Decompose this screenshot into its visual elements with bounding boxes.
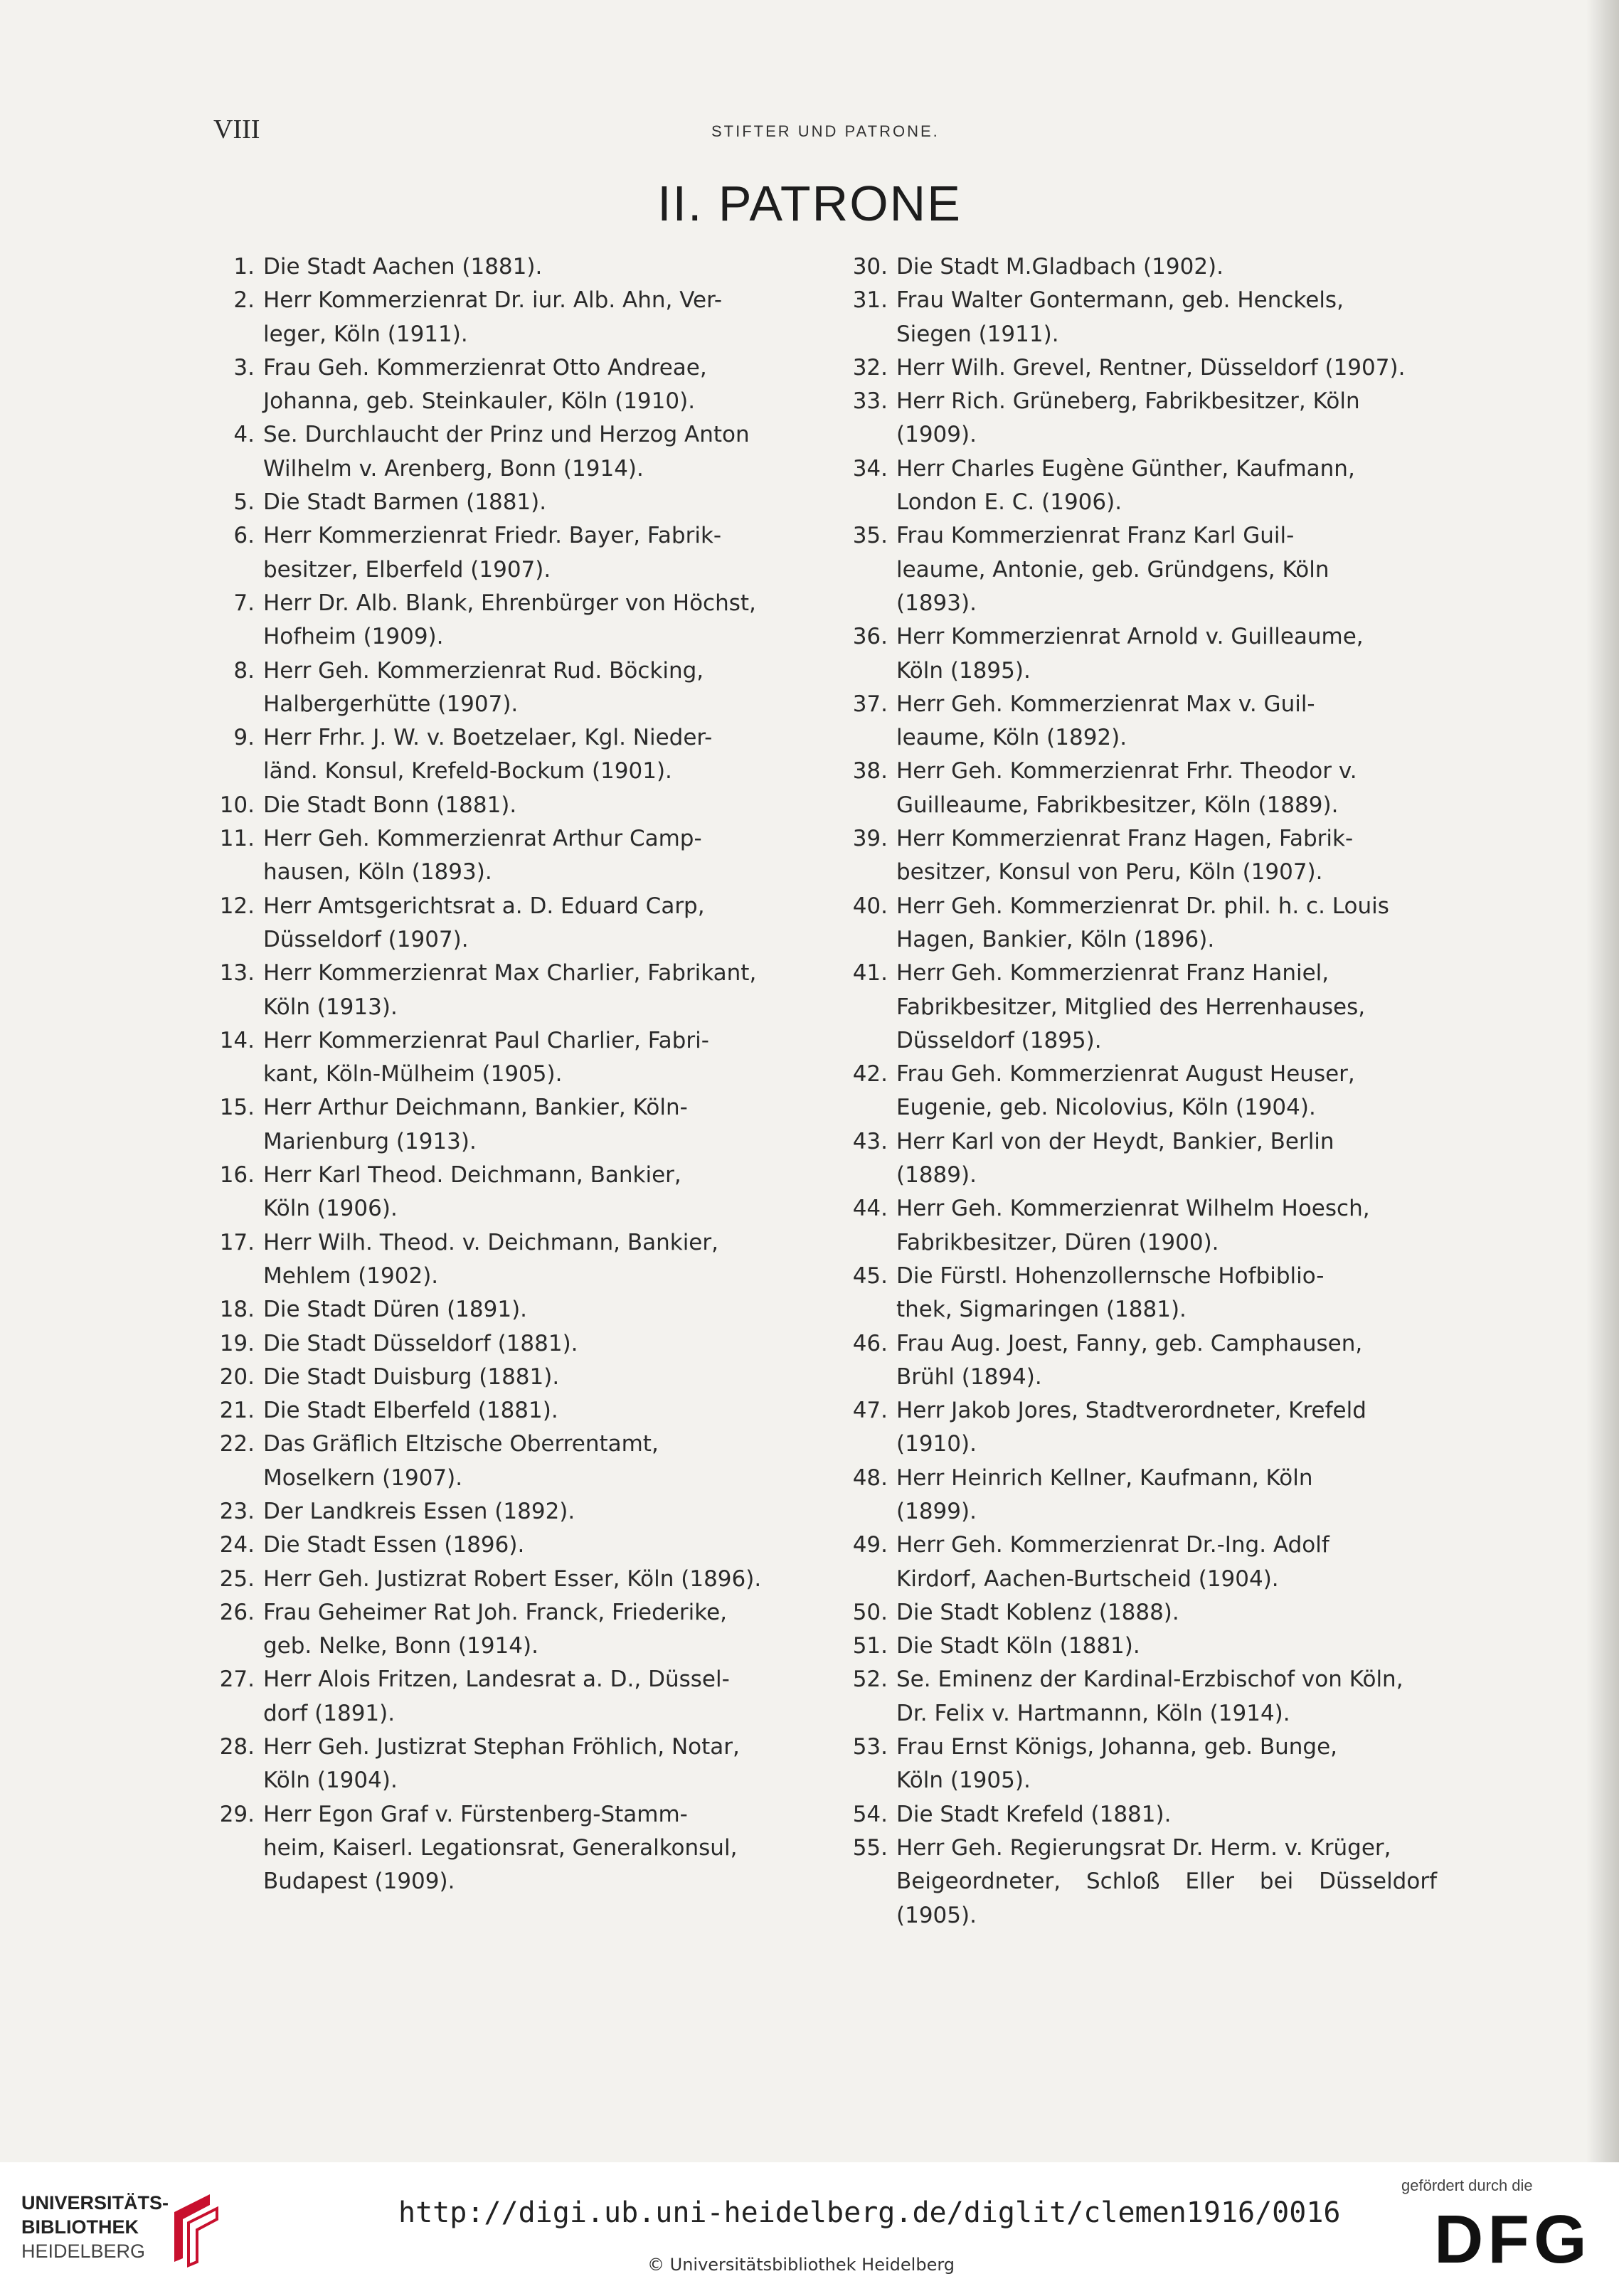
entry-text-line: besitzer, Konsul von Peru, Köln (1907). [896, 859, 1323, 886]
entry-text-line: Dr. Felix v. Hartmannn, Köln (1914). [896, 1700, 1290, 1726]
entry-text-line: Herr Charles Eugène Günther, Kaufmann, [896, 455, 1355, 482]
patron-entry [846, 1058, 1437, 1125]
entry-number: 10. [219, 792, 255, 818]
entry-number: 23. [219, 1498, 255, 1524]
entry-text-line: leaume, Köln (1892). [896, 725, 1127, 751]
entry-number: 20. [219, 1364, 255, 1390]
patron-entry [846, 1731, 1437, 1798]
entry-text-line: Frau Walter Gontermann, geb. Henckels, [896, 287, 1344, 314]
entry-text-line: Frau Kommerzienrat Franz Karl Guil- [896, 523, 1295, 549]
entry-number: 14. [219, 1027, 255, 1053]
entry-number: 12. [219, 893, 255, 919]
entry-text-line: Die Fürstl. Hohenzollernsche Hofbiblio- [896, 1263, 1325, 1289]
entry-text-line: dorf (1891). [263, 1700, 396, 1726]
patron-entry [846, 1192, 1437, 1260]
entry-number: 19. [219, 1330, 255, 1356]
patron-entry [846, 351, 1437, 385]
entry-text-line: (1889). [896, 1162, 977, 1189]
entry-number: 46. [852, 1330, 888, 1356]
entry-text-line: Frau Ernst Königs, Johanna, geb. Bunge, [896, 1734, 1338, 1760]
patron-entry [846, 1125, 1437, 1193]
entry-text-line: kant, Köln-Mülheim (1905). [263, 1061, 563, 1088]
entry-number: 4. [233, 422, 255, 448]
entry-text-line: Die Stadt Aachen (1881). [263, 254, 543, 280]
patron-entry [846, 250, 1437, 284]
entry-text-line: Frau Geh. Kommerzienrat Otto Andreae, [263, 354, 707, 381]
entry-text-line: Herr Wilh. Grevel, Rentner, Düsseldorf (1907). [896, 354, 1406, 381]
patron-entry [846, 755, 1437, 822]
entry-text-line: (1893). [896, 590, 977, 616]
patron-entry [846, 1327, 1437, 1395]
entry-text-line: geb. Nelke, Bonn (1914). [263, 1633, 538, 1659]
patron-entry [213, 587, 804, 654]
entry-text-line: Se. Eminenz der Kardinal-Erzbischof von Köln, [896, 1667, 1403, 1693]
entry-number: 36. [852, 624, 888, 650]
entry-number: 52. [852, 1667, 888, 1693]
patron-entry [846, 519, 1437, 620]
entry-number: 44. [852, 1196, 888, 1222]
patron-entry [213, 1731, 804, 1798]
entry-text-line: Guilleaume, Fabrikbesitzer, Köln (1889). [896, 792, 1339, 818]
footer [0, 2162, 1619, 2296]
entry-text-line: Die Stadt Krefeld (1881). [896, 1801, 1172, 1827]
entry-number: 9. [233, 725, 255, 751]
patron-entry [846, 620, 1437, 688]
patron-entry [213, 250, 804, 284]
entry-text-line: Fabrikbesitzer, Düren (1900). [896, 1229, 1219, 1255]
patron-entry [846, 1260, 1437, 1327]
entry-number: 50. [852, 1599, 888, 1625]
entry-text-line: Halbergerhütte (1907). [263, 691, 519, 717]
patron-entry [846, 822, 1437, 890]
entry-text-line: Düsseldorf (1907). [263, 926, 469, 952]
entry-number: 1. [233, 254, 255, 280]
entry-text-line: Herr Kommerzienrat Arnold v. Guilleaume, [896, 624, 1364, 650]
entry-text-line: besitzer, Elberfeld (1907). [263, 556, 551, 583]
patron-entry [213, 957, 804, 1024]
entry-text-line: Beigeordneter, Schloß Eller bei Düsseldorf (1905). [896, 1869, 1437, 1928]
entry-number: 49. [852, 1532, 888, 1558]
entry-number: 55. [852, 1834, 888, 1861]
entry-text-line: Herr Alois Fritzen, Landesrat a. D., Düssel- [263, 1667, 730, 1693]
entry-text-line: Herr Geh. Kommerzienrat Dr.-Ing. Adolf [896, 1532, 1329, 1558]
entry-number: 26. [219, 1599, 255, 1625]
entry-text-line: Die Stadt Düren (1891). [263, 1297, 528, 1323]
entry-number: 6. [233, 523, 255, 549]
patron-entry [846, 1798, 1437, 1832]
entry-text-line: Herr Kommerzienrat Franz Hagen, Fabrik- [896, 826, 1354, 852]
patron-entry [846, 1832, 1437, 1933]
entry-text-line: Hagen, Bankier, Köln (1896). [896, 926, 1215, 952]
entry-number: 34. [852, 455, 888, 482]
entry-text-line: Moselkern (1907). [263, 1465, 463, 1491]
entry-number: 24. [219, 1532, 255, 1558]
patron-entry [213, 890, 804, 957]
entry-number: 42. [852, 1061, 888, 1088]
entry-number: 22. [219, 1431, 255, 1457]
patron-entry [213, 418, 804, 486]
entry-text-line: Herr Arthur Deichmann, Bankier, Köln- [263, 1095, 688, 1121]
entry-text-line: Herr Amtsgerichtsrat a. D. Eduard Carp, [263, 893, 705, 919]
patron-entry [213, 1159, 804, 1226]
entry-text-line: Herr Dr. Alb. Blank, Ehrenbürger von Höchst, [263, 590, 756, 616]
entry-text-line: (1910). [896, 1431, 977, 1457]
patron-entry [213, 1495, 804, 1529]
entry-text-line: Herr Wilh. Theod. v. Deichmann, Bankier, [263, 1229, 718, 1255]
entry-number: 27. [219, 1667, 255, 1693]
entry-text-line: Die Stadt Koblenz (1888). [896, 1599, 1179, 1625]
entry-number: 11. [219, 826, 255, 852]
entry-text-line: Brühl (1894). [896, 1364, 1042, 1390]
entry-text-line: Herr Geh. Regierungsrat Dr. Herm. v. Krüger, [896, 1834, 1391, 1861]
entry-number: 43. [852, 1128, 888, 1154]
entry-number: 40. [852, 893, 888, 919]
patron-entry [213, 721, 804, 789]
entry-number: 8. [233, 657, 255, 684]
entry-number: 28. [219, 1734, 255, 1760]
entry-text-line: Herr Frhr. J. W. v. Boetzelaer, Kgl. Nieder- [263, 725, 713, 751]
patron-entry [213, 1596, 804, 1664]
entry-text-line: Herr Karl von der Heydt, Bankier, Berlin [896, 1128, 1334, 1154]
entry-text-line: Der Landkreis Essen (1892). [263, 1498, 575, 1524]
entry-number: 5. [233, 489, 255, 516]
entry-text-line: Siegen (1911). [896, 321, 1059, 347]
patron-entry [213, 1428, 804, 1495]
entry-text-line: Se. Durchlaucht der Prinz und Herzog Anton [263, 422, 750, 448]
entry-text-line: Herr Geh. Kommerzienrat Arthur Camp- [263, 826, 702, 852]
entry-text-line: Herr Geh. Kommerzienrat Rud. Böcking, [263, 657, 704, 684]
entry-text-line: Köln (1913). [263, 994, 398, 1020]
patron-entry [213, 519, 804, 587]
entry-number: 25. [219, 1566, 255, 1592]
entry-text-line: Die Stadt M.Gladbach (1902). [896, 254, 1223, 280]
entry-number: 15. [219, 1095, 255, 1121]
entry-text-line: Hofheim (1909). [263, 624, 444, 650]
patron-entry [213, 1798, 804, 1899]
entry-text-line: Die Stadt Duisburg (1881). [263, 1364, 560, 1390]
entry-text-line: thek, Sigmaringen (1881). [896, 1297, 1187, 1323]
entry-number: 7. [233, 590, 255, 616]
patron-entry [213, 1361, 804, 1394]
library-name [21, 2191, 169, 2263]
section-title: II. PATRONE [657, 176, 962, 231]
entry-number: 35. [852, 523, 888, 549]
entry-number: 16. [219, 1162, 255, 1189]
university-library-icon [167, 2191, 224, 2269]
entry-text-line: Herr Kommerzienrat Friedr. Bayer, Fabrik- [263, 523, 722, 549]
patron-entry [213, 1663, 804, 1731]
patron-entry [846, 688, 1437, 755]
entry-text-line: Köln (1905). [896, 1768, 1031, 1794]
entry-number: 30. [852, 254, 888, 280]
entry-text-line: Die Stadt Elberfeld (1881). [263, 1398, 558, 1424]
source-url-link[interactable]: http://digi.ub.uni-heidelberg.de/diglit/clemen1916/0016 [398, 2196, 1341, 2229]
entry-number: 53. [852, 1734, 888, 1760]
entry-text-line: Eugenie, geb. Nicolovius, Köln (1904). [896, 1095, 1316, 1121]
entry-text-line: Herr Geh. Kommerzienrat Dr. phil. h. c. Louis [896, 893, 1389, 919]
entry-text-line: Marienburg (1913). [263, 1128, 477, 1154]
running-head: STIFTER UND PATRONE. [711, 122, 940, 140]
entry-text-line: Köln (1904). [263, 1768, 398, 1794]
patron-entry [846, 1394, 1437, 1462]
entry-text-line: Herr Heinrich Kellner, Kaufmann, Köln [896, 1465, 1313, 1491]
entry-text-line: Budapest (1909). [263, 1869, 455, 1895]
entry-number: 37. [852, 691, 888, 717]
entry-text-line: Wilhelm v. Arenberg, Bonn (1914). [263, 455, 644, 482]
entry-number: 31. [852, 287, 888, 314]
patron-entry [846, 1663, 1437, 1731]
patron-entry [213, 1327, 804, 1361]
entry-number: 29. [219, 1801, 255, 1827]
library-line-3: HEIDELBERG [21, 2241, 146, 2262]
patron-entry [213, 1226, 804, 1294]
entry-number: 32. [852, 354, 888, 381]
patron-entry [213, 789, 804, 822]
entry-text-line: leaume, Antonie, geb. Gründgens, Köln [896, 556, 1329, 583]
entry-number: 3. [233, 354, 255, 381]
entry-text-line: Die Stadt Bonn (1881). [263, 792, 517, 818]
patron-entry [846, 284, 1437, 351]
entry-text-line: leger, Köln (1911). [263, 321, 468, 347]
entry-text-line: hausen, Köln (1893). [263, 859, 492, 886]
library-line-1: UNIVERSITÄTS- [21, 2192, 169, 2213]
entry-text-line: Kirdorf, Aachen-Burtscheid (1904). [896, 1566, 1279, 1592]
patron-entry [846, 452, 1437, 520]
dfg-logo[interactable]: DFG [1434, 2201, 1591, 2278]
entry-text-line: Herr Geh. Justizrat Stephan Fröhlich, Notar, [263, 1734, 740, 1760]
entry-number: 51. [852, 1633, 888, 1659]
entry-number: 33. [852, 388, 888, 415]
patron-entry [213, 1024, 804, 1092]
entry-text-line: Das Gräflich Eltzische Oberrentamt, [263, 1431, 659, 1457]
entry-text-line: Köln (1895). [896, 657, 1031, 684]
entry-text-line: Herr Geh. Justizrat Robert Esser, Köln (1896). [263, 1566, 762, 1592]
patron-entry [846, 1529, 1437, 1596]
entry-text-line: Herr Jakob Jores, Stadtverordneter, Krefeld [896, 1398, 1366, 1424]
left-column [213, 250, 804, 1899]
entry-text-line: Herr Karl Theod. Deichmann, Bankier, [263, 1162, 681, 1189]
entry-text-line: Frau Geh. Kommerzienrat August Heuser, [896, 1061, 1355, 1088]
entry-text-line: Herr Geh. Kommerzienrat Wilhelm Hoesch, [896, 1196, 1370, 1222]
patron-entry [213, 1293, 804, 1327]
entry-text-line: Herr Kommerzienrat Dr. iur. Alb. Ahn, Ver- [263, 287, 723, 314]
right-column [846, 250, 1437, 1933]
entry-number: 21. [219, 1398, 255, 1424]
entry-text-line: Herr Rich. Grüneberg, Fabrikbesitzer, Köln [896, 388, 1360, 415]
entry-number: 45. [852, 1263, 888, 1289]
patron-entry [213, 486, 804, 519]
patron-entry [213, 284, 804, 351]
patron-entry [213, 822, 804, 890]
entry-number: 18. [219, 1297, 255, 1323]
patron-entry [846, 1630, 1437, 1663]
entry-text-line: Mehlem (1902). [263, 1263, 439, 1289]
copyright-notice: © Universitätsbibliothek Heidelberg [647, 2255, 955, 2275]
patron-entry [213, 1394, 804, 1428]
entry-text-line: Herr Kommerzienrat Max Charlier, Fabrikant, [263, 960, 757, 987]
page-number: VIII [213, 115, 260, 144]
patron-entry [213, 1563, 804, 1596]
entry-text-line: heim, Kaiserl. Legationsrat, Generalkonsul, [263, 1834, 738, 1861]
entry-text-line: länd. Konsul, Krefeld-Bockum (1901). [263, 758, 672, 785]
entry-number: 38. [852, 758, 888, 785]
patron-entry [213, 1091, 804, 1159]
entry-number: 2. [233, 287, 255, 314]
entry-text-line: Köln (1906). [263, 1196, 398, 1222]
entry-number: 13. [219, 960, 255, 987]
patron-entry [846, 890, 1437, 957]
patron-entry [846, 1596, 1437, 1630]
entry-text-line: Herr Kommerzienrat Paul Charlier, Fabri- [263, 1027, 709, 1053]
entry-text-line: Herr Egon Graf v. Fürstenberg-Stamm- [263, 1801, 688, 1827]
entry-text-line: Die Stadt Barmen (1881). [263, 489, 547, 516]
patron-entry [213, 351, 804, 419]
entry-text-line: London E. C. (1906). [896, 489, 1122, 516]
entry-text-line: Herr Geh. Kommerzienrat Max v. Guil- [896, 691, 1315, 717]
entry-text-line: (1899). [896, 1498, 977, 1524]
entry-text-line: Johanna, geb. Steinkauler, Köln (1910). [263, 388, 696, 415]
entry-text-line: Fabrikbesitzer, Mitglied des Herrenhauses, [896, 994, 1366, 1020]
entry-text-line: Die Stadt Düsseldorf (1881). [263, 1330, 578, 1356]
patron-entry [846, 957, 1437, 1058]
entry-text-line: Düsseldorf (1895). [896, 1027, 1102, 1053]
patron-entry [846, 385, 1437, 452]
entry-text-line: Die Stadt Köln (1881). [896, 1633, 1140, 1659]
entry-text-line: (1909). [896, 422, 977, 448]
entry-number: 48. [852, 1465, 888, 1491]
entry-text-line: Frau Geheimer Rat Joh. Franck, Friederike, [263, 1599, 727, 1625]
entry-number: 54. [852, 1801, 888, 1827]
entry-number: 17. [219, 1229, 255, 1255]
entry-text-line: Die Stadt Essen (1896). [263, 1532, 525, 1558]
library-line-2: BIBLIOTHEK [21, 2216, 139, 2238]
patron-entry [213, 654, 804, 722]
entry-text-line: Herr Geh. Kommerzienrat Franz Haniel, [896, 960, 1329, 987]
patron-entry [846, 1462, 1437, 1529]
patron-entry [213, 1529, 804, 1562]
entry-number: 39. [852, 826, 888, 852]
entry-text-line: Frau Aug. Joest, Fanny, geb. Camphausen, [896, 1330, 1363, 1356]
entry-number: 41. [852, 960, 888, 987]
funding-label: gefördert durch die [1401, 2177, 1533, 2194]
entry-number: 47. [852, 1398, 888, 1424]
entry-text-line: Herr Geh. Kommerzienrat Frhr. Theodor v. [896, 758, 1357, 785]
